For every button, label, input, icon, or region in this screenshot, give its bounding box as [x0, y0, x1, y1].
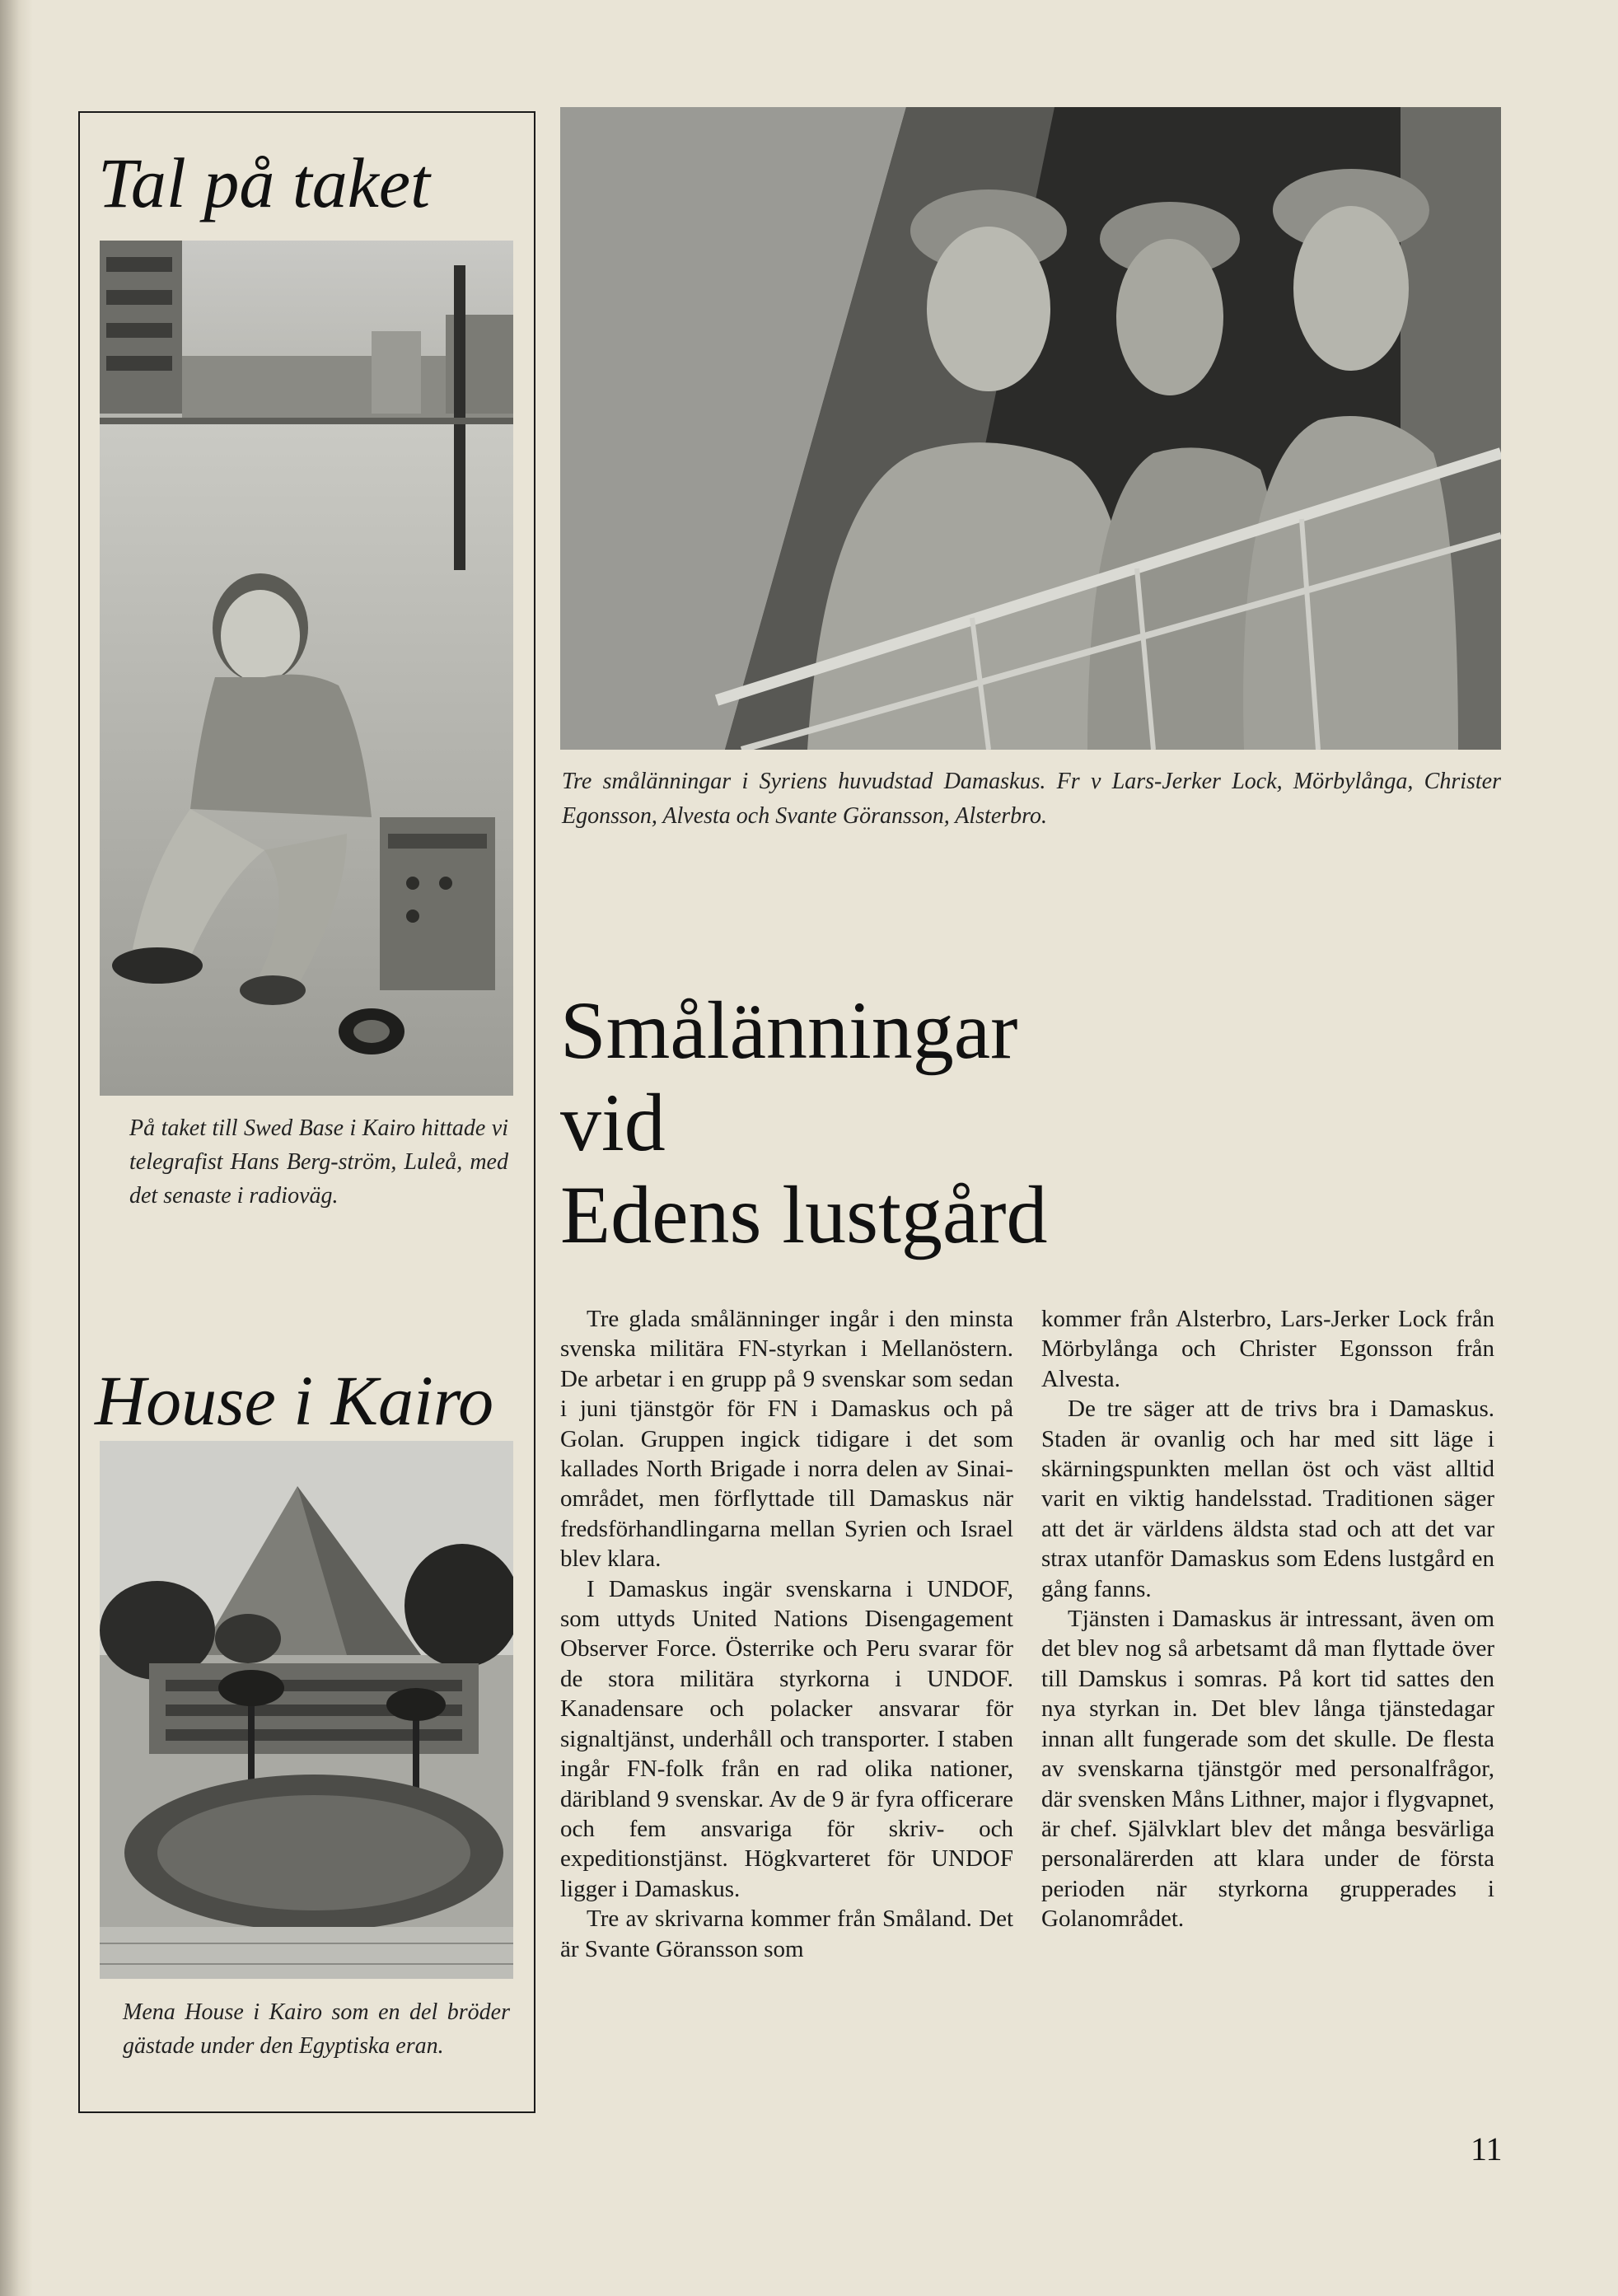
- radio-operator-caption: På taket till Swed Base i Kairo hittade vi telegrafist Hans Berg-ström, Luleå, med det senaste i radioväg.: [129, 1115, 508, 1209]
- mena-house-photo: [100, 1441, 513, 1979]
- article-column-2: [1041, 1304, 1494, 1934]
- sidebar-box: [78, 111, 535, 2113]
- sidebar-title-house: House i Kairo: [95, 1361, 494, 1440]
- article-paragraph: Tjänsten i Damaskus är intressant, även om det blev nog så arbetsamt då man flyttade över till Damskus i somras. På kort tid sattes den nya styrkan in. Det blev långa tjänstedagar innan allt fungerade som det skulle. De flesta av svenskarna tjänstgör med personalfrågor, där svensken Måns Lithner, major i flygvapnet, är chef. Självklart blev det många besvärliga personalärerden att klara under de första perioden när styrkorna grupperades i Golanområdet.: [1041, 1606, 1494, 1933]
- radio-operator-photo: [100, 241, 513, 1096]
- headline-line-3: Edens lustgård: [560, 1169, 1048, 1260]
- article-column-1: [560, 1304, 1013, 1964]
- page-number: 11: [1471, 2130, 1503, 2167]
- mena-house-illustration: [100, 1441, 513, 1979]
- article-paragraph: I Damaskus ingär svenskarna i UNDOF, som uttyds United Nations Disengagement Observer Force. Österrike och Peru svarar för de stora militära styrkorna i UNDOF. Kanadensare och polacker ansvarar för signaltjänst, underhåll och transporter. I staben ingår FN-folk från en rad olika nationer, däribland 9 svenskar. Av de 9 är fyra officerare och fem ansvariga för skriv- och expeditionstjänst. Högkvarteret för UNDOF ligger i Damaskus.: [560, 1575, 1013, 1902]
- soldiers-photo: [560, 107, 1501, 750]
- page-edge-shadow: [0, 0, 33, 2296]
- article-paragraph: Tre av skrivarna kommer från Småland. Det är Svante Göransson som: [560, 1906, 1013, 1962]
- sidebar-title-roof: Tal på taket: [98, 143, 430, 222]
- article-headline: [560, 984, 1549, 1261]
- soldiers-caption: Tre smålänningar i Syriens huvudstad Damaskus. Fr v Lars-Jerker Lock, Mörbylånga, Christer Egonsson, Alvesta och Svante Göransson, Alsterbro.: [562, 769, 1501, 829]
- headline-line-1: Smålänningar: [560, 984, 1018, 1076]
- article-paragraph: Tre glada smålänninger ingår i den minsta svenska militära FN-styrkan i Mellanöstern. De arbetar i en grupp på 9 svenskar som sedan i juni tjänstgör för FN i Damaskus och på Golan. Gruppen ingick tidigare i det som kallades North Brigade i norra delen av Sinai-området, men förflyttade till Damaskus när fredsförhandlingarna mellan Syrien och Israel blev klara.: [560, 1306, 1013, 1573]
- headline-line-2: vid: [560, 1077, 666, 1168]
- article-paragraph: De tre säger att de trivs bra i Damaskus. Staden är ovanlig och har med sitt läge i skärningspunkten mellan öst och väst alltid varit en viktig handelsstad. Traditionen säger att det är världens äldsta stad och att det var strax utanför Damaskus som Edens lustgård en gång fanns.: [1041, 1396, 1494, 1602]
- soldiers-illustration: [560, 107, 1501, 750]
- radio-operator-illustration: [100, 241, 513, 1096]
- mena-house-caption: Mena House i Kairo som en del bröder gästade under den Egyptiska eran.: [123, 1999, 510, 2059]
- article-paragraph: kommer från Alsterbro, Lars-Jerker Lock från Mörbylånga och Christer Egonsson från Alvesta.: [1041, 1306, 1494, 1392]
